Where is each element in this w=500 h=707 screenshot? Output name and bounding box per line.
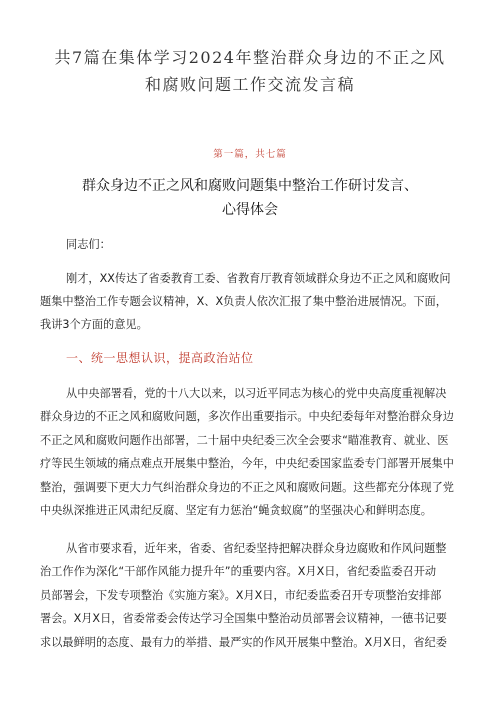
section-title-line-2: 心得体会 bbox=[222, 202, 278, 218]
section-title-line-1: 群众身边不正之风和腐败问题集中整治工作研讨发言、 bbox=[82, 178, 418, 194]
paragraph-3-line: 求以最鲜明的态度、最有力的举措、最严实的作风开展集中整治。X月X日，省纪委 bbox=[40, 636, 447, 649]
paragraph-3-line: 员部署会，下发专项整治《实施方案》。X月X日，市纪委监委召开专项整治安排部 bbox=[40, 589, 442, 602]
document-title bbox=[40, 44, 460, 98]
paragraph-2-line: 不正之风和腐败问题作出部署，二十届中央纪委三次全会要求“瞄准教育、就业、医 bbox=[40, 434, 449, 447]
paragraph-1-line: 我讲3个方面的意见。 bbox=[40, 318, 148, 331]
paragraph-2-line: 中央纵深推进正风肃纪反腐、坚定有力惩治“蝇贪蚁腐”的坚强决心和鲜明态度。 bbox=[40, 504, 432, 517]
document-title-line-1: 共7篇在集体学习2024年整治群众身边的不正之风 bbox=[54, 48, 446, 67]
paragraph-1-line: 题集中整治工作专题会议精神，X、X负责人依次汇报了集中整治进展情况。下面， bbox=[40, 295, 447, 308]
paragraph-1-line: 刚才，XX传达了省委教育工委、省教育厅教育领域群众身边不正之风和腐败问 bbox=[66, 272, 451, 285]
heading-1: 一、统一思想认识，提高政治站位 bbox=[66, 351, 254, 365]
part-label: 第一篇，共七篇 bbox=[213, 149, 287, 160]
paragraph-2-line: 疗等民生领域的痛点难点开展集中整治，今年，中央纪委国家监委专门部署开展集中 bbox=[40, 457, 454, 470]
document-title-line-2: 和腐败问题工作交流发言稿 bbox=[144, 75, 355, 94]
section-title bbox=[30, 174, 470, 222]
paragraph-3-line: 署会。X月X日，省委常委会传达学习全国集中整治动员部署会议精神，一德书记要 bbox=[40, 612, 447, 625]
paragraph-3-line: 从省市要求看，近年来，省委、省纪委坚持把解决群众身边腐败和作风问题整 bbox=[66, 542, 447, 555]
paragraph-2-line: 从中央部署看，党的十八大以来，以习近平同志为核心的党中央高度重视解决 bbox=[66, 387, 447, 400]
greeting: 同志们： bbox=[66, 238, 111, 251]
paragraph-2-line: 整治，强调要下更大力气纠治群众身边的不正之风和腐败问题。这些都充分体现了党 bbox=[40, 481, 454, 494]
paragraph-2-line: 群众身边的不正之风和腐败问题，多次作出重要指示。中央纪委每年对整治群众身边 bbox=[40, 410, 454, 423]
paragraph-3-line: 治工作作为深化“干部作风能力提升年”的重要内容。X月X日，省纪委监委召开动 bbox=[40, 565, 437, 578]
